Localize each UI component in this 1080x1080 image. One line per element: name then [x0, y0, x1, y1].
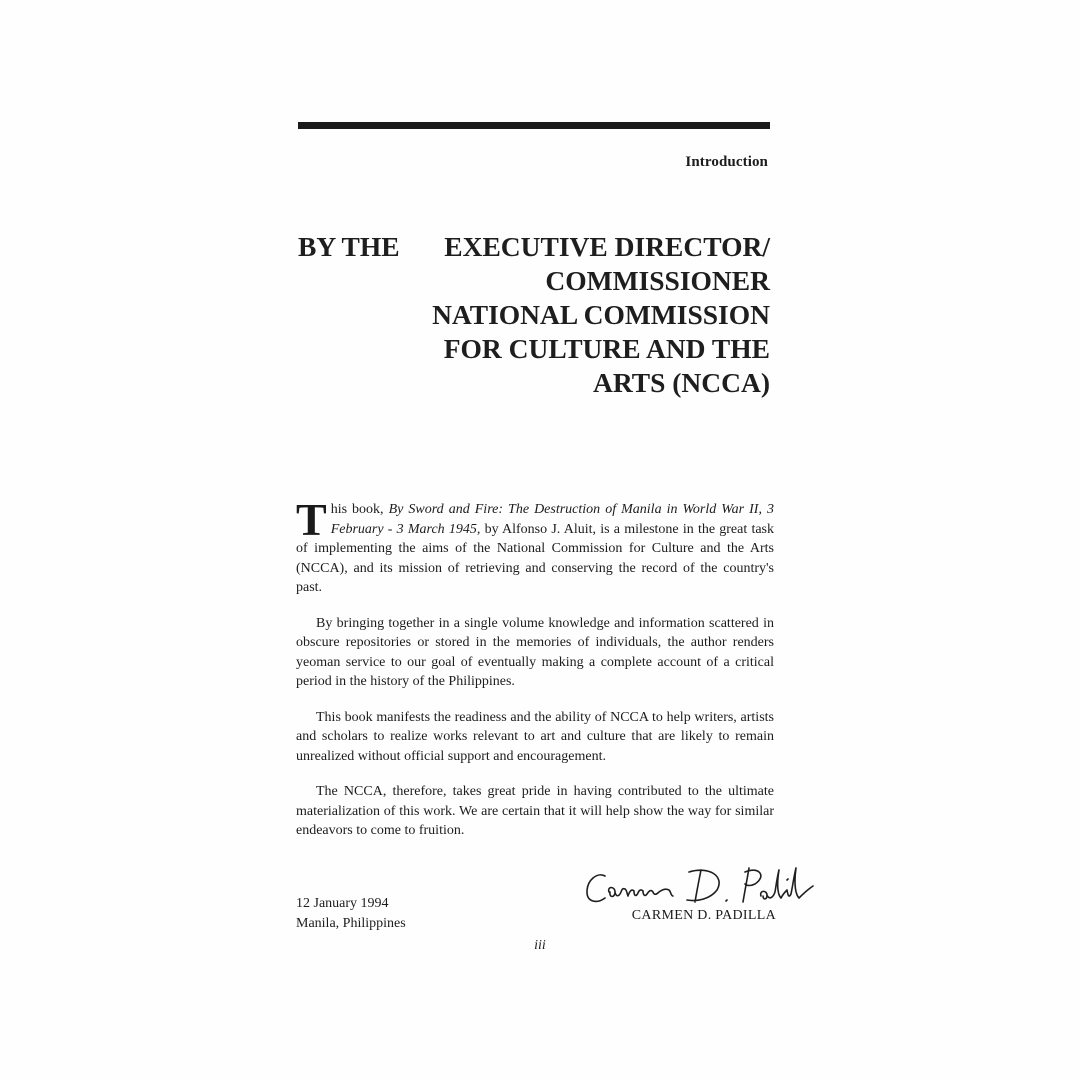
drop-cap: T — [296, 494, 327, 545]
top-rule — [298, 122, 770, 129]
handwritten-signature — [583, 862, 815, 914]
heading-line-3: NATIONAL COMMISSION — [432, 299, 770, 330]
signing-place: Manila, Philippines — [296, 915, 406, 931]
paragraph-4: The NCCA, therefore, takes great pride in having contributed to the ultimate materialization of this work. We are certain that it will help show the way for similar endeavors to come to fruition. — [296, 784, 774, 838]
heading-line-2: COMMISSIONER — [545, 265, 770, 296]
heading-line-1 — [298, 230, 770, 264]
heading-line-5: ARTS (NCCA) — [592, 367, 770, 398]
body-text — [296, 494, 775, 857]
page-heading — [298, 230, 770, 400]
paragraph-1-rest: by Alfonso J. Aluit, is a milestone in the great task of implementing the aims of the National Commission for Culture and the Arts (NCCA), and its mission of retrieving and conserving the record of the country's past. — [296, 521, 774, 595]
signatory-name: CARMEN D. PADILLA — [631, 908, 776, 923]
signing-date: 12 January 1994 — [296, 896, 389, 911]
paragraph-3: This book manifests the readiness and the ability of NCCA to help writers, artists and scholars to realize works relevant to art and culture that are likely to remain unrealized without official support and encouragement. — [296, 709, 774, 764]
paragraph-1 — [296, 494, 775, 598]
book-title: By Sword and Fire: The Destruction of Manila in World War II, 3 February - 3 March 1945, — [330, 502, 775, 537]
date-place-block — [296, 894, 406, 933]
section-label: Introduction — [685, 154, 768, 170]
heading-line-1-left: BY THE — [298, 231, 400, 262]
heading-line-1-right: EXECUTIVE DIRECTOR/ — [444, 231, 770, 262]
paragraph-1-lead: his book, — [330, 502, 389, 517]
page-number: iii — [534, 938, 546, 953]
paragraph-2: By bringing together in a single volume knowledge and information scattered in obscure repositories or stored in the memories of individuals, the author renders yeoman service to our goal of eventually making a complete account of a critical period in the history of the Philippines. — [296, 615, 774, 689]
heading-line-4: FOR CULTURE AND THE — [443, 333, 770, 364]
